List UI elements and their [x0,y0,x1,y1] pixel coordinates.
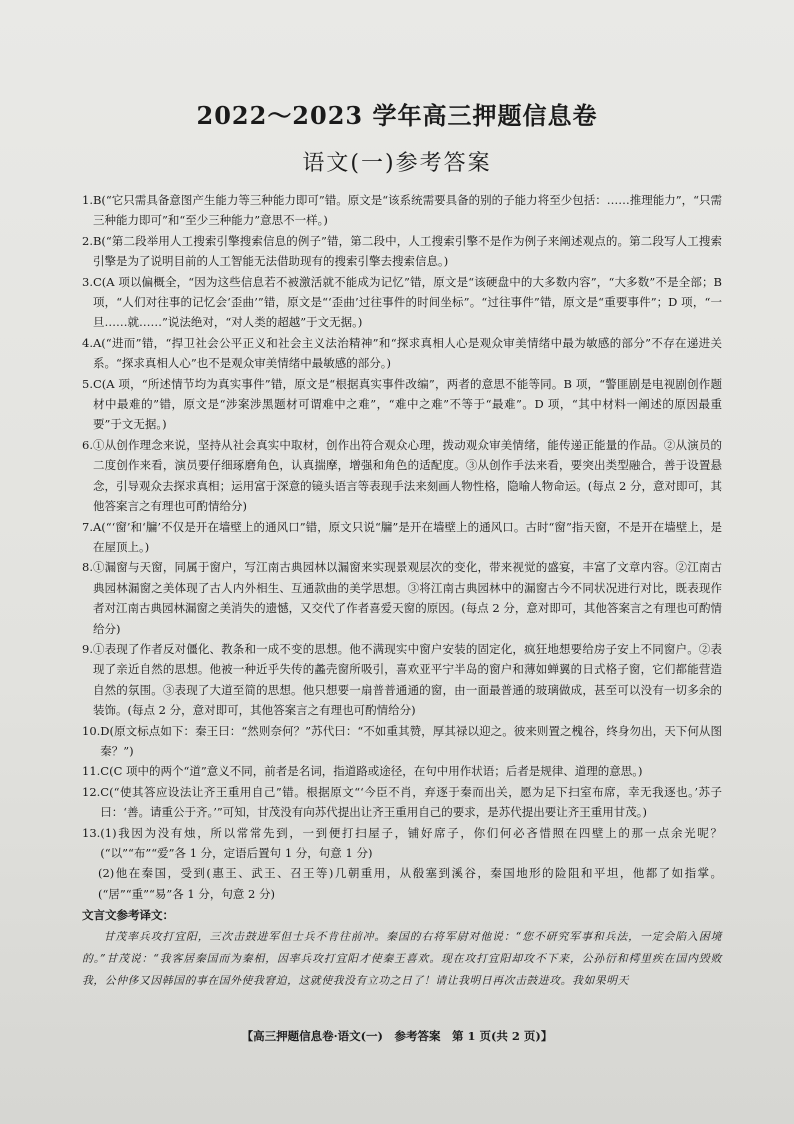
page-title: 2022～2023 学年高三押题信息卷 [196,101,598,130]
answer-text: A(“进而”错，“捍卫社会公平正义和社会主义法治精神”和“探求真相人心是观众审美情绪中最为敏感的部分”不存在递进关系。“探求真相人心”也不是观众审美情绪中最敏感的部分。) [92,335,722,371]
page-footer: 【高三押题信息卷·语文(一) 参考答案 第 1 页(共 2 页)】 [241,1029,553,1043]
answer-number: 7. [82,519,93,534]
answer-item-10 [82,721,722,762]
answer-item-3 [82,272,722,333]
answer-number: 11. [82,764,101,779]
translation-text: 甘茂率兵攻打宜阳，三次击鼓进军但士兵不肯往前冲。秦国的右将军尉对他说：“您不研究军事和兵法，一定会陷入困境的。”甘茂说：“我客居秦国而为秦相，因率兵攻打宜阳才使秦王喜欢。现在攻打宜阳却攻不下来，公孙衍和樗里疾在国内毁败我，公仲侈又因韩国的事在国外使我窘迫，这就使我没有立功之日了！请让我明日再次击鼓进攻。我如果明天 [82,929,722,987]
answer-number: 2. [82,233,93,248]
answer-number: 3. [82,274,93,289]
answer-item-11 [82,761,722,781]
answer-text: D(原文标点如下：秦王曰：“然则奈何？”苏代曰：“不如重其赞，厚其禄以迎之。彼来则置之槐谷，终身勿出，天下何从图秦？”) [100,723,722,758]
answer-number: 9. [82,641,93,656]
answer-text: C(A 项，“所述情节均为真实事件”错，原文是“根据真实事件改编”，两者的意思不能等同。B 项，“警匪剧是电视剧创作题材中最难的”错，原文是“涉案涉黑题材可谓难中之难”，“难中之难”不等于“最难”。D 项，“其中材料一阐述的原因最重要”于文无据。) [92,376,722,432]
translation-heading: 文言文参考译文： [82,908,174,923]
answer-text: C(C 项中的两个“道”意义不同，前者是名词，指道路或途径，在句中用作状语；后者是规律、道理的意思。) [100,764,643,779]
answer-text: (1)我因为没有烛，所以常常先到，一到便打扫屋子，铺好席子，你们何必吝惜照在四壁上的那一点余光呢？(“以”“布”“爱”各 1 分，定语后置句 1 分，句意 1 分) [100,825,722,860]
answer-item-6 [82,435,722,517]
answer-number: 10. [82,723,101,738]
answer-number: 8. [82,560,93,575]
answer-number: 13. [82,825,101,840]
answer-item-12 [82,782,722,823]
answer-item-2 [82,231,722,272]
answer-item-1 [82,190,722,231]
answer-number: 4. [82,335,93,350]
answer-text: ①从创作理念来说，坚持从社会真实中取材，创作出符合观众心理，拨动观众审美情绪，能传递正能量的作品。②从演员的二度创作来看，演员要仔细琢磨角色，认真揣摩，增强和角色的适配度。③从创作手法来看，要突出类型融合，善于设置悬念，引导观众去探求真相；运用富于深意的镜头语言等表现手法来刻画人物性格，隐喻人物命运。(每点 2 分，意对即可，其他答案言之有理也可酌情给分) [92,437,722,514]
answer-item-4 [82,333,722,374]
answer-text: B(“第二段举用人工搜索引擎搜索信息的例子”错，第二段中，人工搜索引擎不是作为例子来阐述观点的。第二段写人工搜索引擎是为了说明目前的人工智能无法借助现有的搜索引擎去搜索信息。) [92,233,722,269]
answer-item-7 [82,517,722,558]
answer-text: A(“‘窗’和‘牖’不仅是开在墙壁上的通风口”错，原文只说“牖”是开在墙壁上的通风口。古时“窗”指天窗，不是开在墙壁上，是在屋顶上。) [92,519,722,554]
answer-number: 12. [82,784,101,799]
answer-item-5 [82,374,722,435]
answer-text: C(“使其答应设法让齐王重用自己”错。根据原文“‘今臣不肖，弃逐于秦而出关，愿为足下扫室布席，幸无我逐也。’苏子曰：‘善。请重公于齐。’”可知，甘茂没有向苏代提出让齐王重用自己的要求，是苏代提出要让齐王重用甘茂。) [100,784,722,820]
answer-item-8 [82,557,722,639]
answer-list [82,190,722,992]
answer-item-9 [82,639,722,721]
answer-text: ①漏窗与天窗，同属于窗户，写江南古典园林以漏窗来实现景观层次的变化，带来视觉的盛宴，丰富了文章内容。②江南古典园林漏窗之美体现了古人内外相生、互通款曲的美学思想。③将江南古典园林中的漏窗古今不同状况进行对比，既表现作者对江南古典园林漏窗之美消失的遗憾，又交代了作者喜爱天窗的原因。(每点 2 分，意对即可，其他答案言之有理也可酌情给分) [92,560,722,636]
answer-text: B(“它只需具备意图产生能力等三种能力即可”错。原文是“该系统需要具备的别的子能力将至少包括：……推理能力”，“只需三种能力即可”和“至少三种能力”意思不一样。) [92,193,722,228]
answer-number: 1. [82,193,93,207]
answer-text: ①表现了作者反对僵化、教条和一成不变的思想。他不满现实中窗户安装的固定化，疯狂地想要给房子安上不同窗户。②表现了亲近自然的思想。他被一种近乎失传的蠡壳窗所吸引，喜欢亚平宁半岛的窗户和薄如蝉翼的日式格子窗，它们都能营造自然的氛围。③表现了大道至简的思想。他只想要一扇普普通通的窗，由一面最普通的玻璃做成，甚至可以没有一切多余的装饰。(每点 2 分，意对即可，其他答案言之有理也可酌情给分) [92,641,722,718]
answer-number: 6. [82,437,93,452]
answer-text: C(A 项以偏概全，“因为这些信息若不被激活就不能成为记忆”错，原文是“该硬盘中的大多数内容”，“大多数”不是全部；B 项，“人们对往事的记忆会‘歪曲’”错，原文是“‘歪曲’过往事件的时间坐标”。“过往事件”错，原文是“重要事件”；D 项，“一旦……就……”说法绝对，“对人类的超越”于文无据。) [92,274,722,330]
answer-13-part-2: (2)他在秦国，受到(惠王、武王、召王等)几朝重用，从殽塞到溪谷，秦国地形的险阻和平坦，他都了如指掌。(“居”“重”“易”各 1 分，句意 2 分) [98,866,722,901]
answer-number: 5. [82,376,93,391]
page-subtitle: 语文(一)参考答案 [302,151,492,176]
answer-item-13 [82,823,722,864]
